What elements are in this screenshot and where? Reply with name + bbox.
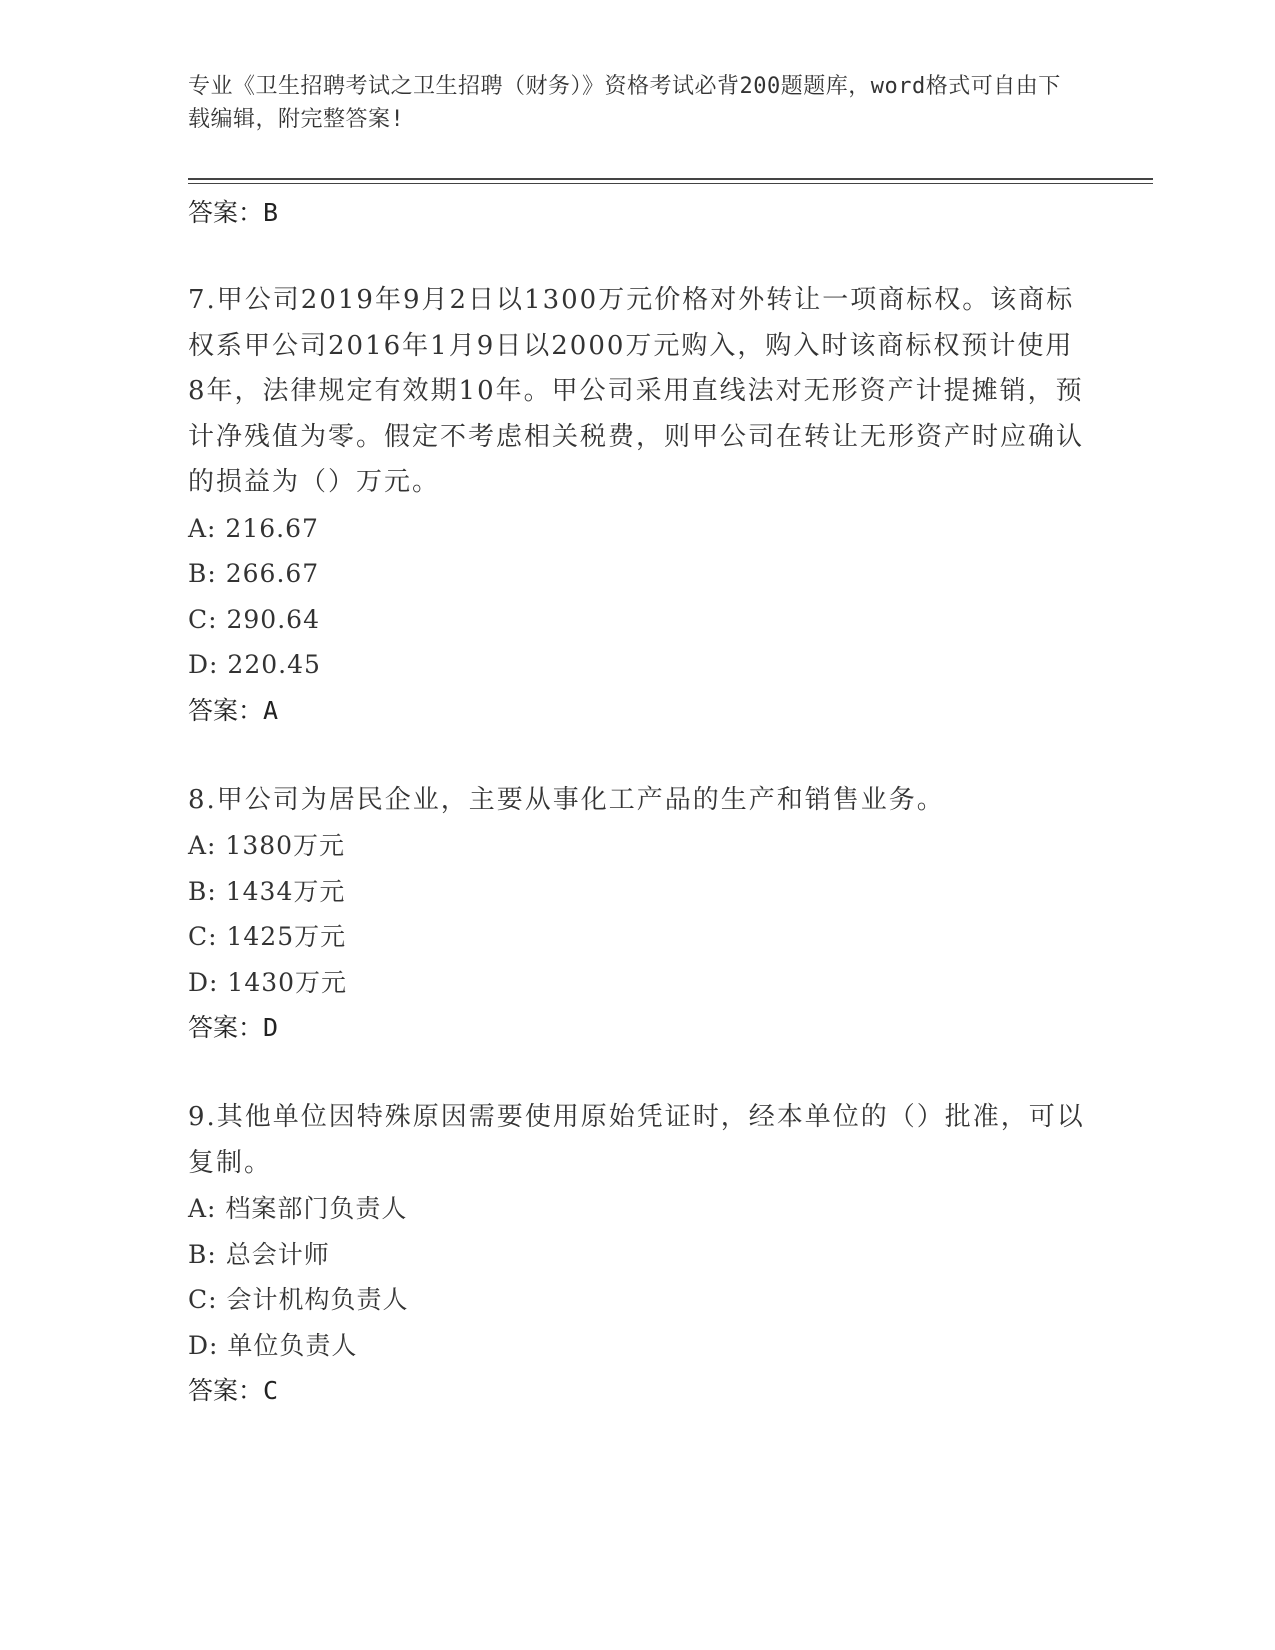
question-block-9 bbox=[188, 1095, 1088, 1414]
option-a: A: 档案部门负责人 bbox=[188, 1194, 408, 1223]
question-block-7 bbox=[188, 278, 1088, 734]
option-c: C: 290.64 bbox=[188, 604, 320, 634]
document-header: 专业《卫生招聘考试之卫生招聘（财务）》资格考试必背200题题库，word格式可自由下载编辑，附完整答案! bbox=[188, 74, 1061, 132]
option-c: C: 1425万元 bbox=[188, 922, 347, 951]
answer-line: 答案：D bbox=[188, 1013, 279, 1042]
option-list bbox=[188, 506, 1088, 688]
document-body bbox=[188, 190, 1088, 1414]
option-a: A: 1380万元 bbox=[188, 831, 346, 860]
header-divider bbox=[188, 178, 1153, 180]
option-a: A: 216.67 bbox=[188, 513, 319, 543]
option-d: D: 220.45 bbox=[188, 650, 321, 679]
question-text: 8.甲公司为居民企业，主要从事化工产品的生产和销售业务。 bbox=[188, 784, 945, 815]
answer-line: 答案：A bbox=[188, 695, 279, 725]
question-text: 9.其他单位因特殊原因需要使用原始凭证时，经本单位的（）批准，可以复制。 bbox=[188, 1102, 1085, 1178]
question-text: 7.甲公司2019年9月2日以1300万元价格对外转让一项商标权。该商标权系甲公司2016年1月9日以2000万元购入，购入时该商标权预计使用8年，法律规定有效期10年。甲公司采用直线法对无形资产计提摊销，预计净残值为零。假定不考虑相关税费，则甲公司在转让无形资产时应确认的损益为（）万元。 bbox=[188, 285, 1085, 497]
option-d: D: 1430万元 bbox=[188, 967, 348, 997]
option-d: D: 单位负责人 bbox=[188, 1330, 358, 1360]
answer-line: 答案：C bbox=[188, 1376, 279, 1405]
option-b: B: 266.67 bbox=[188, 559, 320, 588]
question-block-8 bbox=[188, 778, 1088, 1052]
option-list bbox=[188, 1186, 1088, 1368]
header-divider-thin bbox=[188, 183, 1153, 184]
option-c: C: 会计机构负责人 bbox=[188, 1285, 409, 1314]
option-b: B: 1434万元 bbox=[188, 876, 346, 906]
option-list bbox=[188, 823, 1088, 1005]
option-b: B: 总会计师 bbox=[188, 1239, 330, 1269]
answer-line: 答案：B bbox=[188, 198, 279, 227]
